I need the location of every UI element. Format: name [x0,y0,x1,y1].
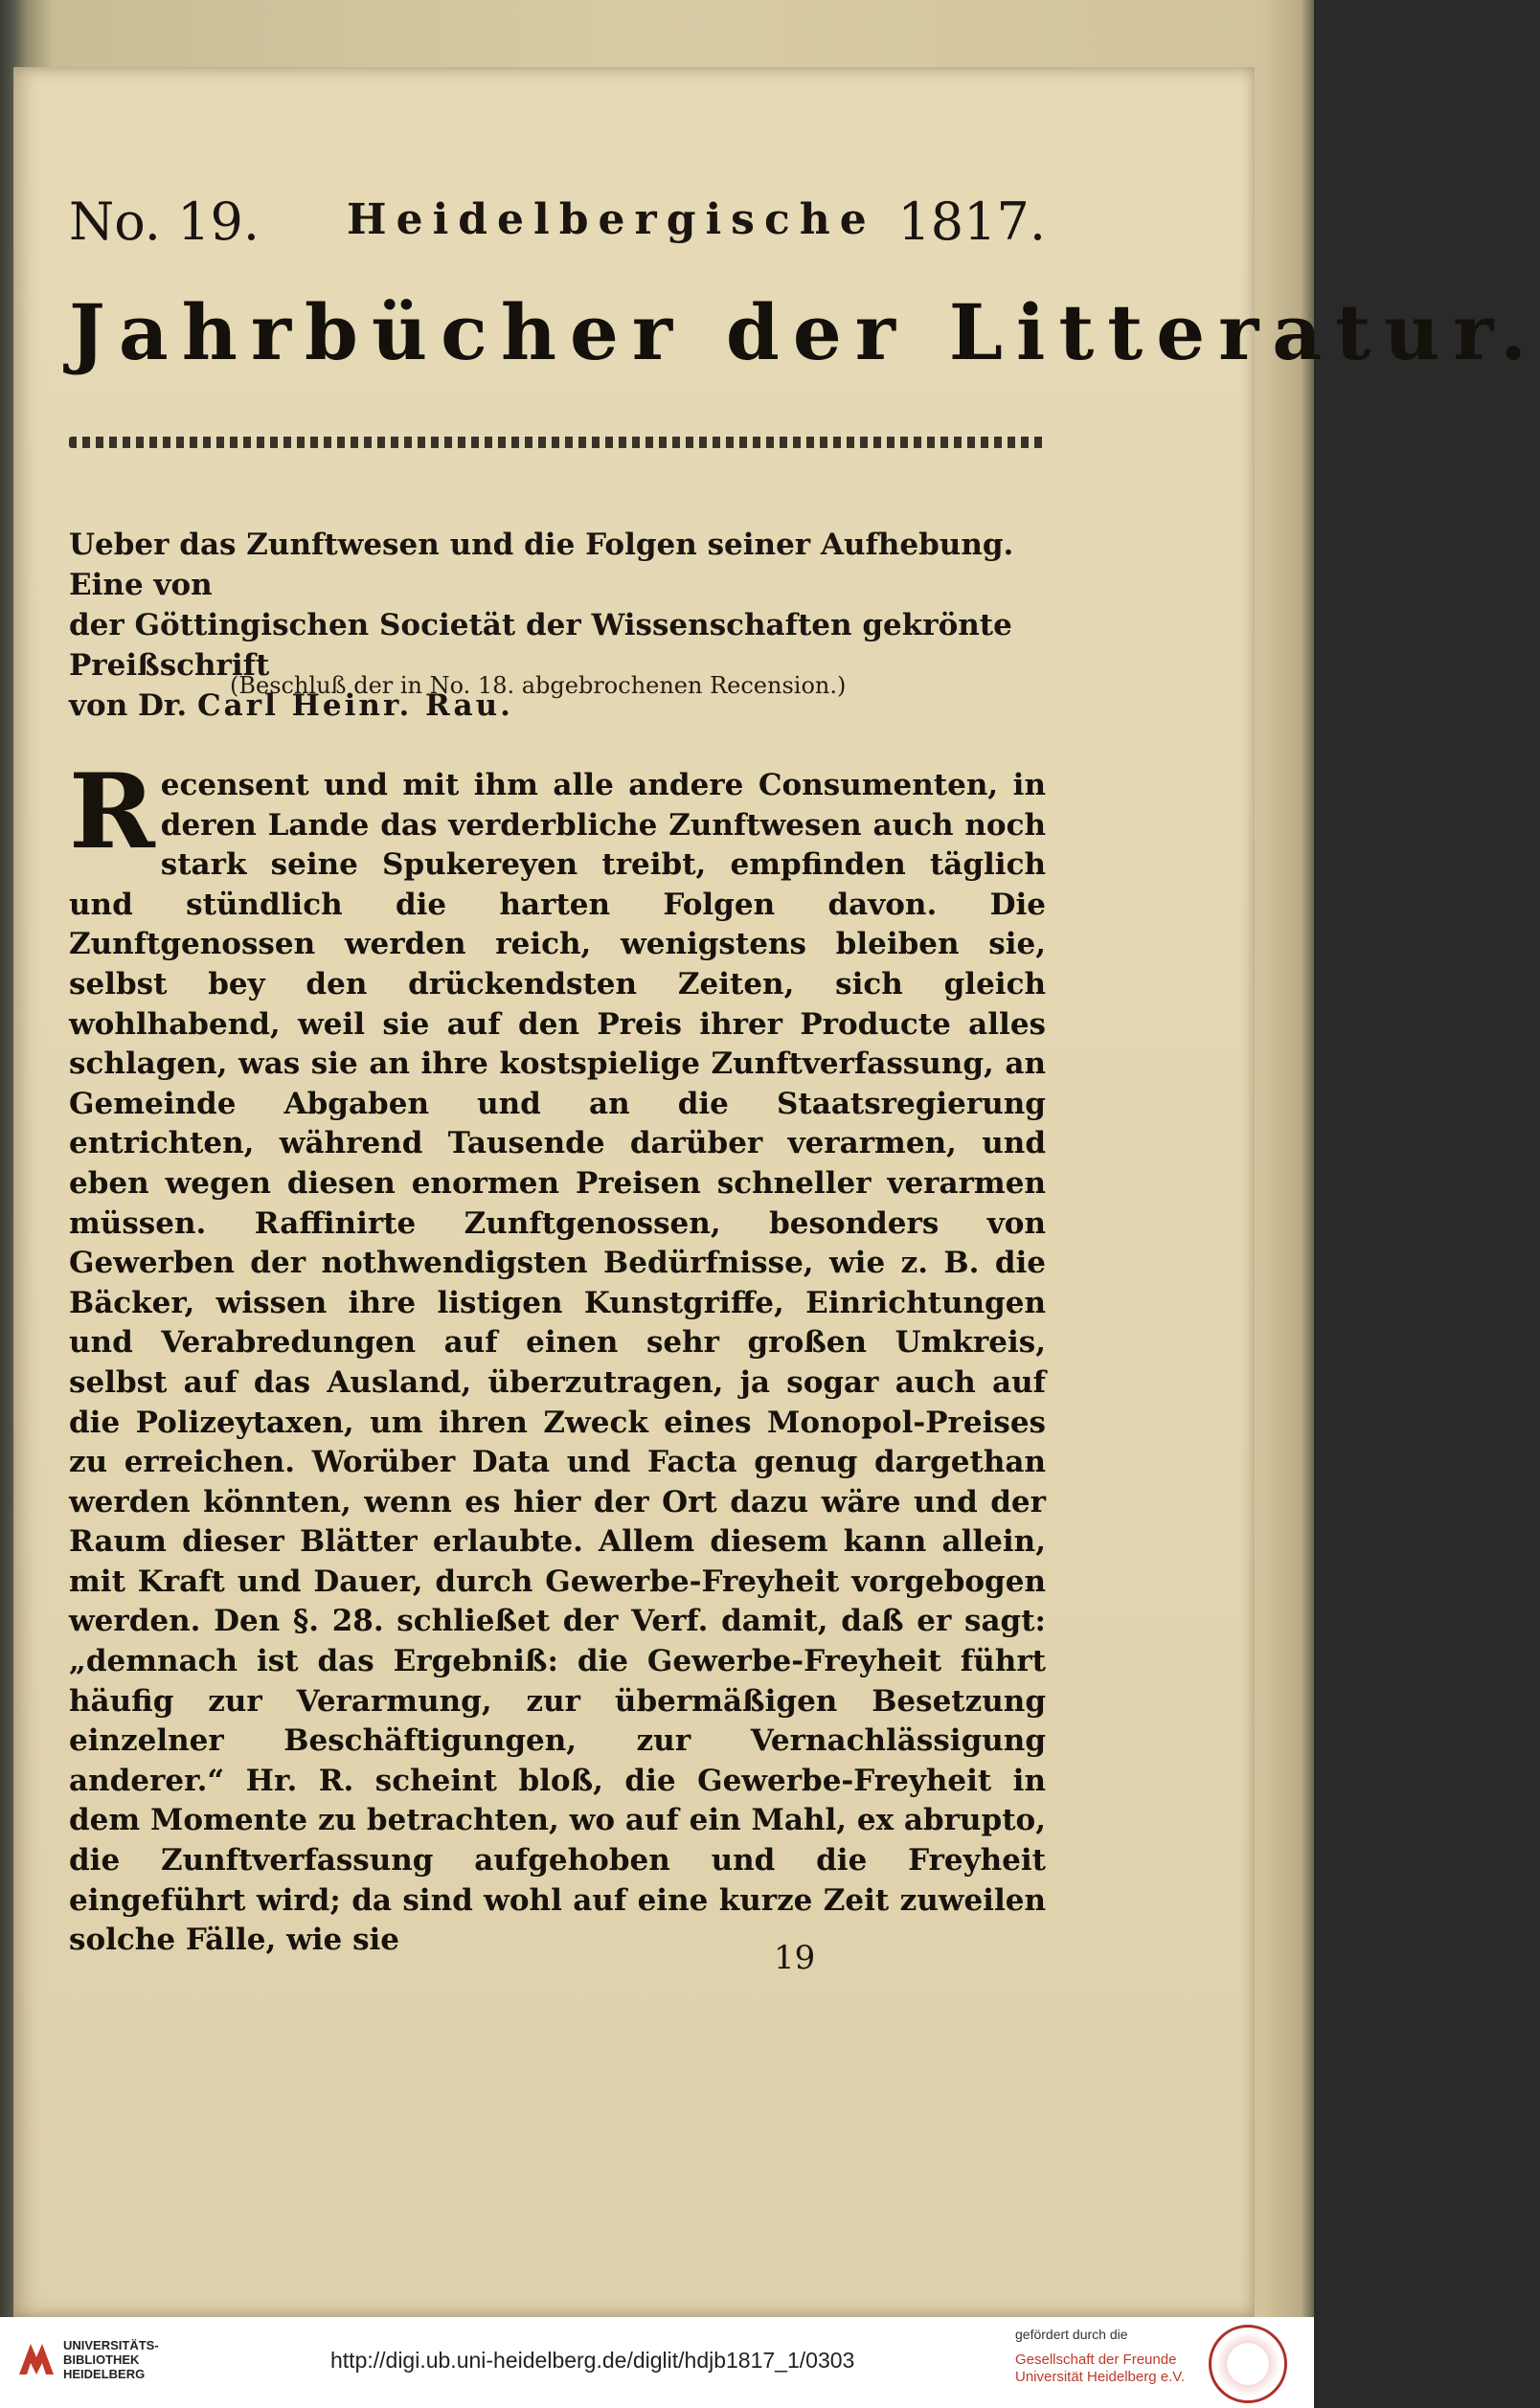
review-title-prefix: von Dr. [69,688,188,723]
university-seal-icon [1209,2325,1287,2403]
body-paragraph: ecensent und mit ihm alle andere Consumenten, in deren Lande das verderbliche Zunftwesen auch noch stark seine Spukereyen treibt, empfinden täglich und stündlich die harten Folgen davon. Die Zunftgenossen werden reich, wenigstens bleiben sie, selbst bey den drückendsten Zeiten, sich gleich wohlhabend, weil sie auf den Preis ihrer Producte alles schlagen, was sie an ihre kostspielige Zunftverfassung, an Gemeinde Abgaben und an die Staatsregierung entrichten, während Tausende darüber verarmen, und eben wegen diesen enormen Preisen schneller verarmen müssen. Raffinirte Zunftgenossen, besonders von Gewerben der nothwendigsten Bedürfnisse, wie z. B. die Bäcker, wissen ihre listigen Kunstgriffe, Einrichtungen und Verabredungen auf einen sehr großen Umkreis, selbst auf das Ausland, überzutragen, ja sogar auch auf die Polizeytaxen, um ihren Zweck eines Monopol-Preises zu erreichen. Worüber Data und Facta genug dargethan werden könnten, wenn es hier der Ort dazu wäre und der Raum dieser Blätter erlaubte. Allem diesem kann allein, mit Kraft und Dauer, durch Gewerbe-Freyheit vorgebogen werden. Den §. 28. schließet der Verf. damit, daß er sagt: „demnach ist das Ergebniß: die Gewerbe-Freyheit führt häufig zur Verarmung, zur übermäßigen Besetzung einzelner Beschäftigungen, zur Vernachlässigung anderer.“ Hr. R. scheint bloß, die Gewerbe-Freyheit in dem Momente zu betrachten, wo auf ein Mahl, ex abrupto, die Zunftverfassung aufgehoben und die Freyheit eingeführt wird; da sind wohl auf eine kurze Zeit zuweilen solche Fälle, wie sie [69,768,1046,1958]
review-author: Carl Heinr. Rau. [196,688,513,723]
page-url[interactable]: http://digi.ub.uni-heidelberg.de/diglit/hdjb1817_1/0303 [330,2348,855,2373]
year: 1817. [897,191,1046,252]
running-header [69,191,1046,268]
funded-by-label: gefördert durch die [1015,2327,1128,2342]
drop-cap: R [69,752,155,872]
society-name: Gesellschaft der Freunde Universität Heidelberg e.V. [1015,2352,1186,2385]
viewer-footer [0,2317,1314,2408]
ornamental-rule [69,437,1046,448]
issue-number: No. 19. [69,191,260,252]
library-name: UNIVERSITÄTS- BIBLIOTHEK HEIDELBERG [63,2338,159,2381]
review-title-line: Ueber das Zunftwesen und die Folgen seiner Aufhebung. Eine von [69,528,1014,602]
review-title-line: der Göttingischen Societät der Wissenschaften gekrönte Preißschrift [69,608,1012,683]
journal-title: Jahrbücher der Litteratur. [69,287,1540,377]
journal-name-small: Heidelbergische [347,195,876,244]
library-logo-icon [13,2336,59,2382]
body-text [69,752,1046,1961]
continuation-note: (Beschluß der in No. 18. abgebrochenen Recension.) [230,672,847,699]
page-signature: 19 [774,1939,816,1977]
